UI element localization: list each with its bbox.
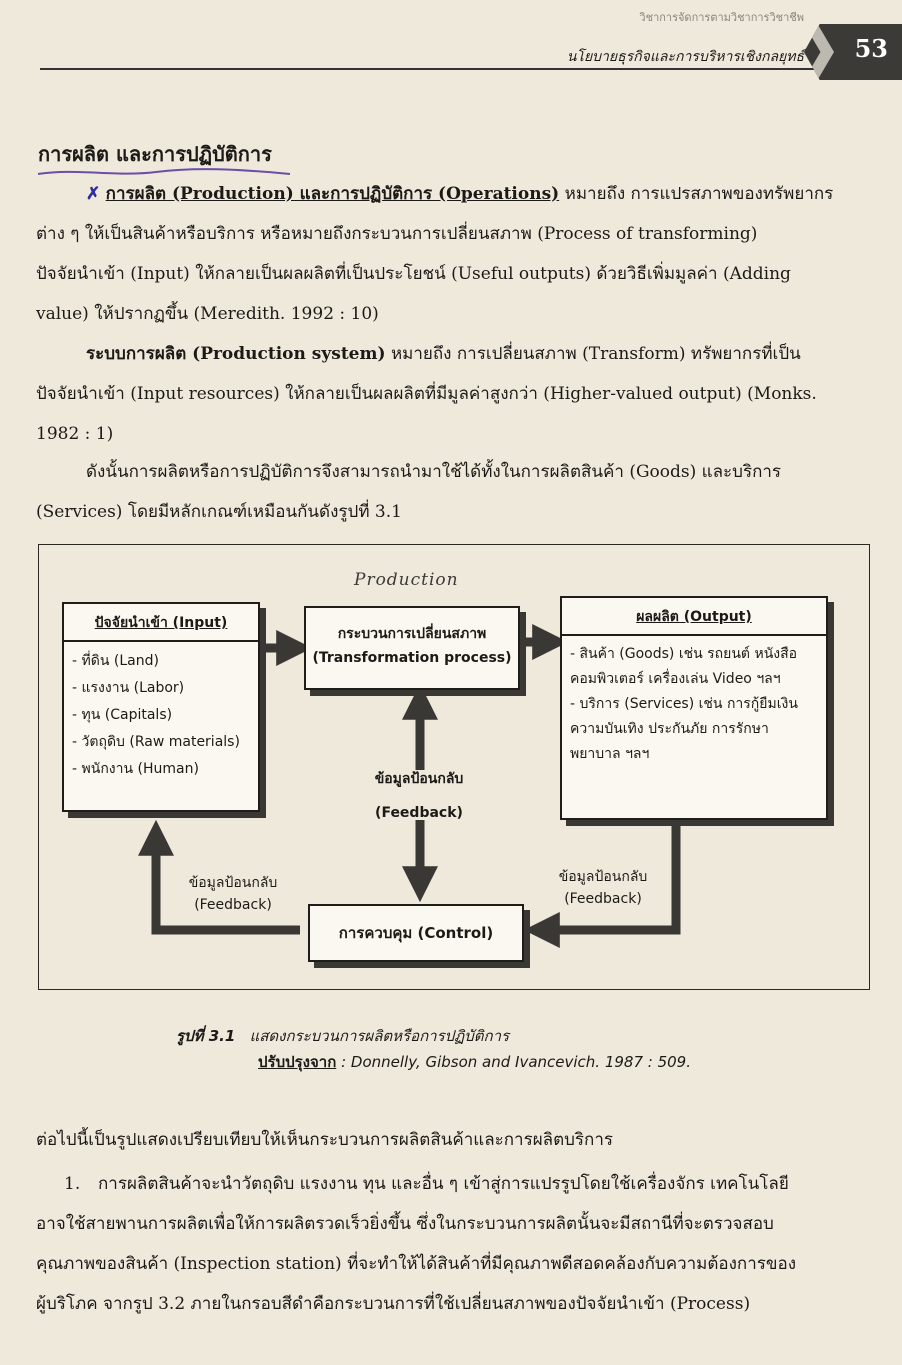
para1-line-4: value) ให้ปรากฏขึ้น (Meredith. 1992 : 10) [36,304,379,324]
input-item: - ทุน (Capitals) [72,702,250,729]
figure-caption [176,1024,509,1048]
list-number: 1. [64,1174,81,1194]
process-box-line-2: (Transformation process) [312,650,512,666]
para2-line-2: ปัจจัยนำเข้า (Input resources) ให้กลายเป็นผลผลิตที่มีมูลค่าสูงกว่า (Higher-valued output) (Monks. [36,384,817,404]
figure-caption-label: รูปที่ 3.1 [176,1027,236,1045]
output-box-title: ผลผลิต (Output) [636,609,752,625]
handwritten-note: Production [354,570,459,590]
input-item: - แรงงาน (Labor) [72,675,250,702]
input-box [62,602,260,812]
input-item: - ที่ดิน (Land) [72,648,250,675]
feedback-label-right: ข้อมูลป้อนกลับ (Feedback) [558,869,648,907]
para5-line-4: ผู้บริโภค จากรูป 3.2 ภายในกรอบสีดำคือกระบวนการที่ใช้เปลี่ยนสภาพของปัจจัยนำเข้า (Process) [36,1294,751,1314]
para1-line-2: ต่าง ๆ ให้เป็นสินค้าหรือบริการ หรือหมายถึงกระบวนการเปลี่ยนสภาพ (Process of transforming) [36,224,758,244]
para2-line-3: 1982 : 1) [36,424,114,444]
term-production-system: ระบบการผลิต (Production system) [86,344,386,364]
input-box-title: ปัจจัยนำเข้า (Input) [94,615,228,631]
output-item: - บริการ (Services) เช่น การกู้ยืมเงิน ความบันเทิง ประกันภัย การรักษาพยาบาล ฯลฯ [570,692,818,767]
para2-line-1: หมายถึง การเปลี่ยนสภาพ (Transform) ทรัพยากรที่เป็น [390,344,801,364]
input-item: - วัตถุดิบ (Raw materials) [72,729,250,756]
process-box-line-1: กระบวนการเปลี่ยนสภาพ [337,626,487,642]
control-box: การควบคุม (Control) [308,904,524,962]
header-faint-text: วิชาการจัดการตามวิชาการวิชาชีพ [639,11,804,24]
term-production-operations: การผลิต (Production) และการปฏิบัติการ (Operations) [105,184,560,204]
para3-line-1: ดังนั้นการผลิตหรือการปฏิบัติการจึงสามารถนำมาใช้ได้ทั้งในการผลิตสินค้า (Goods) และบริการ [86,462,782,482]
figure-source [258,1050,691,1074]
input-item: - พนักงาน (Human) [72,756,250,783]
output-list [562,636,826,773]
para1-line-3: ปัจจัยนำเข้า (Input) ให้กลายเป็นผลผลิตที่เป็นประโยชน์ (Useful outputs) ด้วยวิธีเพิ่มมูลค่า (Adding [36,264,791,284]
section-heading: การผลิต และการปฏิบัติการ [38,142,272,166]
transformation-process-box [304,606,520,690]
para5-line-2: อาจใช้สายพานการผลิตเพื่อให้การผลิตรวดเร็วยิ่งขึ้น ซึ่งในกระบวนการผลิตนั้นจะมีสถานีที่จะตรวจสอบ [36,1214,774,1234]
figure-caption-text: แสดงกระบวนการผลิตหรือการปฏิบัติการ [249,1027,510,1045]
feedback-label-left: ข้อมูลป้อนกลับ (Feedback) [188,875,278,913]
output-item: - สินค้า (Goods) เช่น รถยนต์ หนังสือ คอมพิวเตอร์ เครื่องเล่น Video ฯลฯ [570,642,818,692]
para3-line-2: (Services) โดยมีหลักเกณฑ์เหมือนกันดังรูปที่ 3.1 [36,502,402,522]
paragraph-goods-production [36,1164,866,1324]
para1-line-1: หมายถึง การแปรสภาพของทรัพยากร [564,184,834,204]
page-number: 53 [854,34,888,63]
running-header-title: นโยบายธุรกิจและการบริหารเชิงกลยุทธ์ [566,49,804,65]
pen-mark-icon: ✗ [86,184,101,204]
output-box [560,596,828,820]
input-list [64,642,258,789]
paragraph-comparison-intro: ต่อไปนี้เป็นรูปแสดงเปรียบเทียบให้เห็นกระบวนการผลิตสินค้าและการผลิตบริการ [36,1130,614,1150]
para5-line-1: การผลิตสินค้าจะนำวัตถุดิบ แรงงาน ทุน และอื่น ๆ เข้าสู่การแปรรูปโดยใช้เครื่องจักร เทคโนโลยี [98,1174,789,1194]
feedback-label-center: ข้อมูลป้อนกลับ (Feedback) [374,771,464,821]
figure-source-label: ปรับปรุงจาก [258,1053,337,1071]
para5-line-3: คุณภาพของสินค้า (Inspection station) ที่จะทำให้ได้สินค้าที่มีคุณภาพดีสอดคล้องกับความต้องการของ [36,1254,797,1274]
figure-source-text: : Donnelly, Gibson and Ivancevich. 1987 : 509. [341,1053,691,1071]
